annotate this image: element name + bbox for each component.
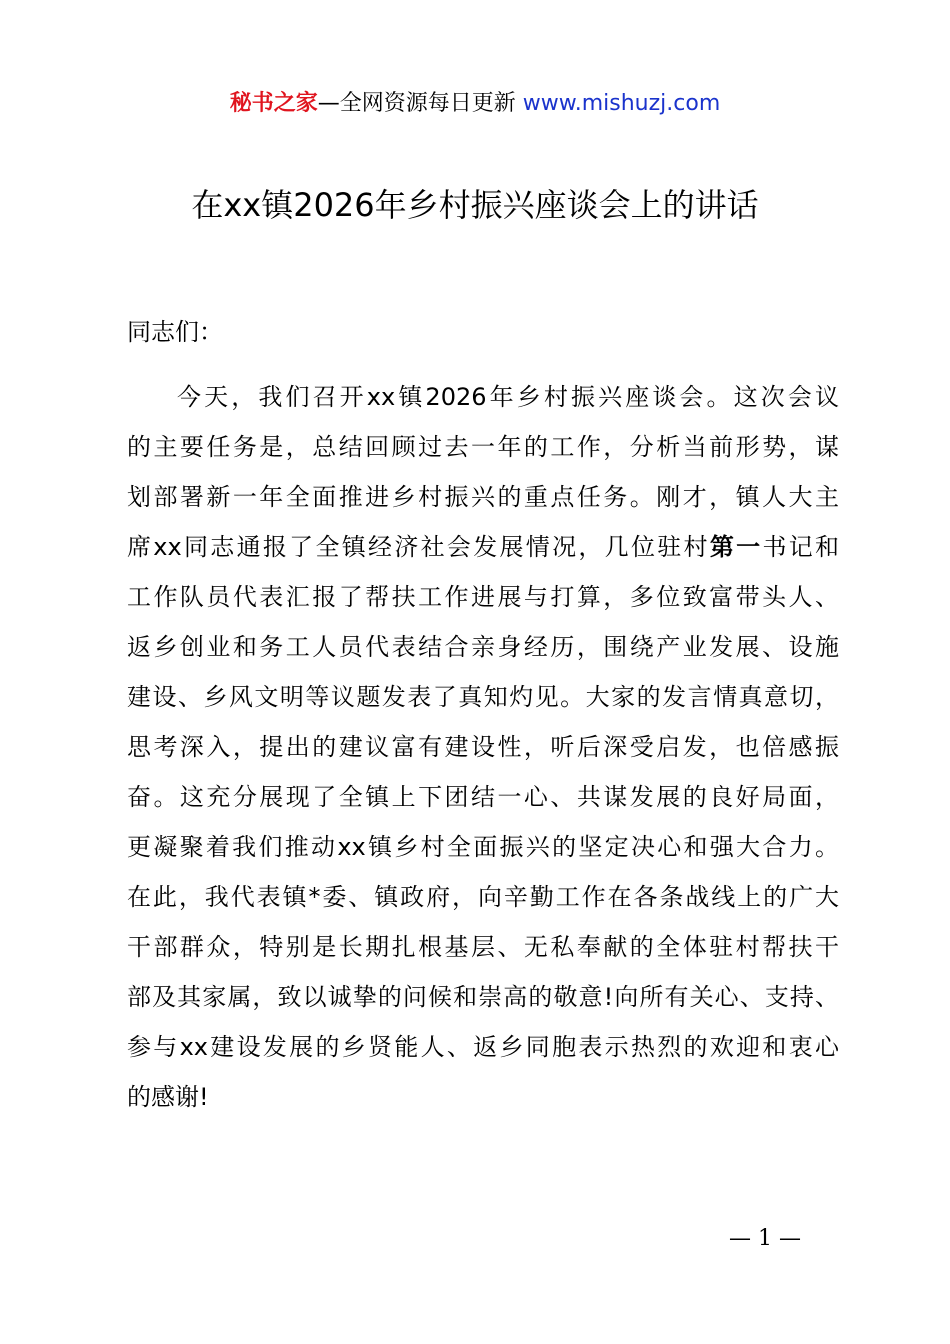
brand-name: 秘书之家 (229, 91, 318, 116)
document-title: 在xx镇2026年乡村振兴座谈会上的讲话 (191, 186, 759, 224)
body-line-11: 在此，我代表镇*委、镇政府，向辛勤工作在各条战线上的广大 (127, 883, 839, 911)
page-number: — 1 — (729, 1226, 801, 1251)
body-line-9: 奋。这充分展现了全镇上下团结一心、共谋发展的良好局面， (127, 783, 839, 811)
body-line-14: 参与xx建设发展的乡贤能人、返乡同胞表示热烈的欢迎和衷心 (127, 1033, 839, 1061)
salutation: 同志们： (127, 318, 223, 346)
body-line-5: 工作队员代表汇报了帮扶工作进展与打算，多位致富带头人、 (127, 583, 839, 611)
body-line-1: 今天，我们召开xx镇2026年乡村振兴座谈会。这次会议 (177, 383, 839, 411)
header-tagline: —全网资源每日更新 (317, 91, 523, 116)
site-header (0, 86, 950, 122)
bold-emphasis-text: 第一 (709, 533, 763, 561)
body-line-7: 建设、乡风文明等议题发表了真知灼见。大家的发言情真意切， (127, 683, 839, 711)
body-line-3: 划部署新一年全面推进乡村振兴的重点任务。刚才，镇人大主 (127, 483, 839, 511)
body-line-4-part-a: 席xx同志通报了全镇经济社会发展情况，几位驻村 (127, 533, 710, 561)
body-line-6: 返乡创业和务工人员代表结合亲身经历，围绕产业发展、设施 (127, 633, 839, 661)
body-paragraph (127, 372, 839, 1122)
body-line-12: 干部群众，特别是长期扎根基层、无私奉献的全体驻村帮扶干 (127, 933, 839, 961)
site-url-link[interactable]: www.mishuzj.com (522, 91, 721, 116)
body-line-10: 更凝聚着我们推动xx镇乡村全面振兴的坚定决心和强大合力。 (127, 833, 839, 861)
body-line-4 (127, 522, 839, 572)
body-line-2: 的主要任务是，总结回顾过去一年的工作，分析当前形势，谋 (127, 433, 839, 461)
body-line-15: 的感谢! (127, 1083, 209, 1111)
body-line-13: 部及其家属，致以诚挚的问候和崇高的敬意!向所有关心、支持、 (127, 983, 839, 1011)
body-line-4-part-c: 书记和 (762, 533, 840, 561)
body-line-8: 思考深入，提出的建议富有建设性，听后深受启发，也倍感振 (127, 733, 839, 761)
